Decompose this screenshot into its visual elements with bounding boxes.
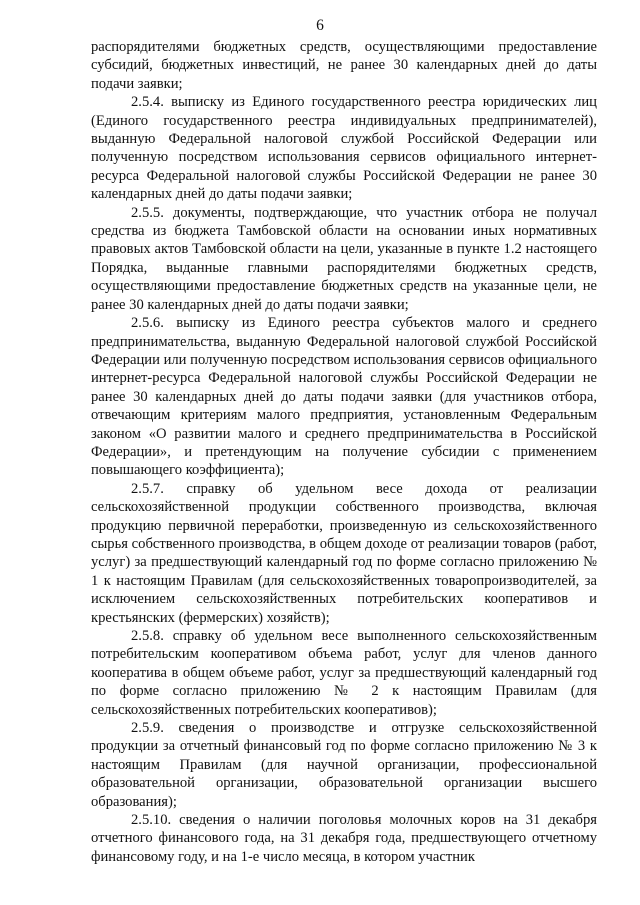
paragraph-2-5-4: 2.5.4. выписку из Единого государственного реестра юридических лиц (Единого государственного реестра индивидуальных предпринимателей), выданную Федеральной налоговой службой Российской Федерации или полученную посредством использования сервисов официального интернет-ресурса Федеральной налоговой службы Российской Федерации не ранее 30 календарных дней до даты подачи заявки;	[91, 94, 597, 203]
paragraph-continuation: распорядителями бюджетных средств, осуществляющими предоставление субсидий, бюджетных инвестиций, не ранее 30 календарных дней до даты подачи заявки;	[91, 39, 597, 92]
page-number: 6	[316, 17, 324, 34]
paragraph-2-5-10: 2.5.10. сведения о наличии поголовья молочных коров на 31 декабря отчетного финансового года, на 31 декабря года, предшествующего отчетному финансовому году, и на 1-е число месяца, в котором участник	[91, 812, 597, 865]
paragraph-2-5-9: 2.5.9. сведения о производстве и отгрузке сельскохозяйственной продукции за отчетный финансовый год по форме согласно приложению № 3 к настоящим Правилам (для научной организации, профессиональной образовательной организации, образовательной организации высшего образования);	[91, 720, 597, 810]
paragraph-2-5-7: 2.5.7. справку об удельном весе дохода от реализации сельскохозяйственной продукции собственного производства, включая продукцию первичной переработки, произведенную из сельскохозяйственного сырья собственного производства, в общем доходе от реализации товаров (работ, услуг) за предшествующий календарный год по форме согласно приложению № 1 к настоящим Правилам (для сельскохозяйственных товаропроизводителей, за исключением сельскохозяйственных потребительских кооперативов и крестьянских (фермерских) хозяйств);	[91, 480, 597, 626]
paragraph-2-5-8: 2.5.8. справку об удельном весе выполненного сельскохозяйственным потребительским кооперативом объема работ, услуг для членов данного кооператива в общем объеме работ, услуг за предшествующий календарный год по форме согласно приложению № 2 к настоящим Правилам (для сельскохозяйственных потребительских кооперативов);	[91, 628, 597, 718]
document-body	[91, 38, 597, 866]
paragraph-2-5-5: 2.5.5. документы, подтверждающие, что участник отбора не получал средства из бюджета Тамбовской области на основании иных нормативных правовых актов Тамбовской области на цели, указанные в пункте 1.2 настоящего Порядка, выданные главными распорядителями бюджетных средств, осуществляющими предоставление бюджетных средств на указанные цели, не ранее 30 календарных дней до даты подачи заявки;	[91, 204, 597, 313]
paragraph-2-5-6: 2.5.6. выписку из Единого реестра субъектов малого и среднего предпринимательства, выданную Федеральной налоговой службой Российской Федерации или полученную посредством использования сервисов официального интернет-ресурса Федеральной налоговой службы Российской Федерации не ранее 30 календарных дней до даты подачи заявки (для участников отбора, отвечающим критериям малого предприятия, установленным Федеральным законом «О развитии малого и среднего предпринимательства в Российской Федерации», и претендующим на получение субсидии с применением повышающего коэффициента);	[91, 315, 597, 479]
